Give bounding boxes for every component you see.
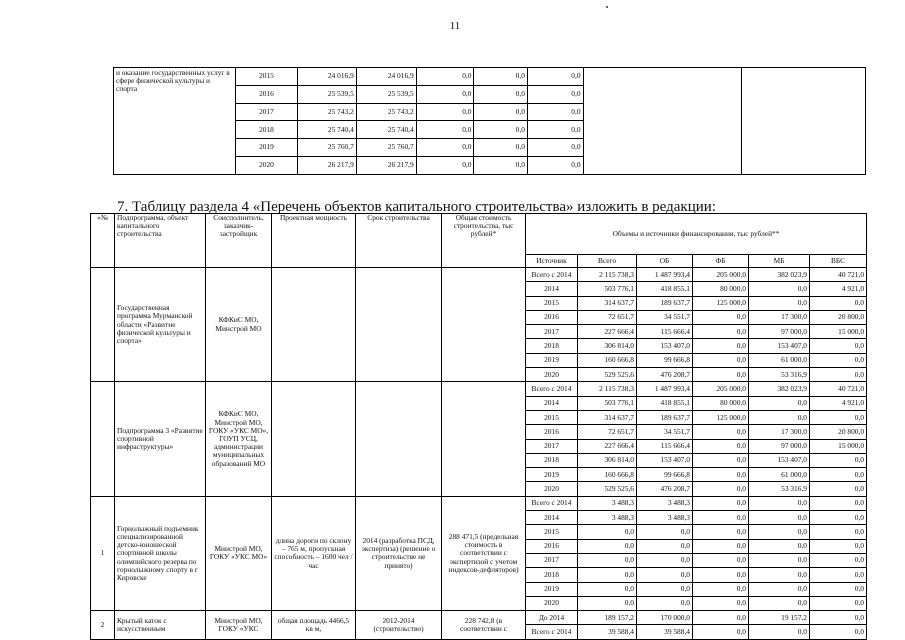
header-total: Всего: [578, 255, 637, 268]
source-cell: 2019: [526, 582, 578, 596]
section-heading: 7. Таблицу раздела 4 «Перечень объектов капитального строительства» изложить в редакции:: [117, 199, 716, 215]
object-cost: 288 471,5 (предельная стоимость в соответствии с экспертизой с учетом индексов-дефляторов): [442, 496, 526, 610]
amount-cell: 1 487 993,4: [637, 268, 693, 282]
value-cell: 0,0: [474, 156, 527, 174]
object-cost: 228 742,8 (в соответствии с: [442, 611, 526, 640]
amount-cell: 0,0: [749, 511, 810, 525]
object-name: Крытый каток с искусственным: [115, 611, 206, 640]
amount-cell: 0,0: [749, 282, 810, 296]
amount-cell: 0,0: [693, 325, 749, 339]
table-row: [91, 496, 867, 510]
value-cell: 0,0: [527, 156, 583, 174]
amount-cell: 0,0: [578, 568, 637, 582]
amount-cell: 227 666,4: [578, 325, 637, 339]
amount-cell: 0,0: [578, 582, 637, 596]
amount-cell: 72 651,7: [578, 425, 637, 439]
capital-construction-table-body: [91, 214, 867, 640]
amount-cell: 0,0: [749, 553, 810, 567]
amount-cell: 382 023,9: [749, 268, 810, 282]
amount-cell: 0,0: [637, 596, 693, 610]
amount-cell: 97 000,0: [749, 439, 810, 453]
blank-cell-b: [741, 68, 865, 175]
value-cell: 0,0: [416, 85, 474, 103]
amount-cell: 53 316,9: [749, 368, 810, 382]
year-cell: 2019: [235, 139, 297, 157]
amount-cell: 0,0: [578, 525, 637, 539]
source-cell: Всего с 2014: [526, 625, 578, 639]
header-capacity: Проектная мощность: [272, 214, 356, 268]
source-cell: 2018: [526, 453, 578, 467]
amount-cell: 0,0: [693, 582, 749, 596]
amount-cell: 0,0: [693, 368, 749, 382]
source-cell: 2017: [526, 439, 578, 453]
amount-cell: 34 551,7: [637, 425, 693, 439]
amount-cell: 0,0: [810, 582, 867, 596]
source-cell: 2019: [526, 353, 578, 367]
header-ob: ОБ: [637, 255, 693, 268]
amount-cell: 205 000,0: [693, 268, 749, 282]
source-cell: Всего с 2014: [526, 496, 578, 510]
amount-cell: 0,0: [578, 553, 637, 567]
amount-cell: 0,0: [749, 296, 810, 310]
value-cell: 24 016,9: [297, 68, 356, 86]
header-executor: Соисполнитель, заказчик-застройщик: [206, 214, 272, 268]
object-term: 2012-2014 (строительство): [356, 611, 442, 640]
amount-cell: 0,0: [749, 539, 810, 553]
amount-cell: 0,0: [693, 468, 749, 482]
amount-cell: 125 000,0: [693, 410, 749, 424]
source-cell: 2017: [526, 553, 578, 567]
object-executor: КФКиС МО, Минстрой МО: [206, 268, 272, 382]
value-cell: 0,0: [527, 139, 583, 157]
value-cell: 0,0: [474, 68, 527, 86]
amount-cell: 80 000,0: [693, 282, 749, 296]
amount-cell: 99 666,8: [637, 468, 693, 482]
table-row: [91, 268, 867, 282]
service-label: и оказание государственных услуг в сфере физической культуры и спорта: [114, 68, 236, 175]
amount-cell: 15 000,0: [810, 325, 867, 339]
value-cell: 0,0: [527, 85, 583, 103]
source-cell: Всего с 2014: [526, 382, 578, 396]
header-fb: ФБ: [693, 255, 749, 268]
value-cell: 0,0: [527, 121, 583, 139]
amount-cell: 61 000,0: [749, 468, 810, 482]
amount-cell: 0,0: [749, 596, 810, 610]
table-row: [114, 68, 866, 86]
amount-cell: 17 300,0: [749, 425, 810, 439]
object-cost: [442, 382, 526, 496]
value-cell: 0,0: [474, 103, 527, 121]
amount-cell: 0,0: [693, 525, 749, 539]
value-cell: 0,0: [416, 139, 474, 157]
amount-cell: 418 855,1: [637, 282, 693, 296]
source-cell: 2016: [526, 539, 578, 553]
source-cell: 2015: [526, 296, 578, 310]
amount-cell: 125 000,0: [693, 296, 749, 310]
year-cell: 2020: [235, 156, 297, 174]
amount-cell: 0,0: [810, 339, 867, 353]
capital-construction-table: [90, 213, 867, 640]
amount-cell: 15 000,0: [810, 439, 867, 453]
amount-cell: 40 721,0: [810, 268, 867, 282]
amount-cell: 4 921,0: [810, 282, 867, 296]
table-row: [91, 611, 867, 625]
amount-cell: 0,0: [810, 368, 867, 382]
source-cell: 2018: [526, 568, 578, 582]
value-cell: 24 016,9: [356, 68, 416, 86]
continuation-table: [113, 67, 866, 175]
amount-cell: 0,0: [693, 553, 749, 567]
amount-cell: 0,0: [810, 525, 867, 539]
amount-cell: 2 115 738,3: [578, 268, 637, 282]
amount-cell: 20 800,0: [810, 310, 867, 324]
amount-cell: 0,0: [749, 582, 810, 596]
value-cell: 26 217,9: [297, 156, 356, 174]
source-cell: 2016: [526, 425, 578, 439]
amount-cell: 227 666,4: [578, 439, 637, 453]
object-term: [356, 268, 442, 382]
blank-cell-a: [583, 68, 741, 175]
amount-cell: 80 000,0: [693, 396, 749, 410]
value-cell: 0,0: [474, 139, 527, 157]
object-name: Государственная программа Мурманской области «Развитие физической культуры и спорта»: [115, 268, 206, 382]
amount-cell: 34 551,7: [637, 310, 693, 324]
amount-cell: 0,0: [810, 353, 867, 367]
amount-cell: 0,0: [749, 410, 810, 424]
amount-cell: 0,0: [693, 425, 749, 439]
amount-cell: 115 666,4: [637, 325, 693, 339]
amount-cell: 0,0: [810, 539, 867, 553]
object-name: Подпрограмма 3 «Развитие спортивной инфраструктуры»: [115, 382, 206, 496]
amount-cell: 97 000,0: [749, 325, 810, 339]
value-cell: 26 217,9: [356, 156, 416, 174]
amount-cell: 3 488,3: [578, 511, 637, 525]
source-cell: Всего с 2014: [526, 268, 578, 282]
amount-cell: 0,0: [749, 496, 810, 510]
table-header-row: [91, 214, 867, 255]
amount-cell: 0,0: [693, 511, 749, 525]
amount-cell: 153 407,0: [637, 453, 693, 467]
object-executor: КФКиС МО, Минстрой МО, ГОКУ «УКС МО», ГОУП УСЦ, администрации муниципальных образований МО: [206, 382, 272, 496]
object-cost: [442, 268, 526, 382]
header-funding: Объемы и источники финансирования, тыс рублей**: [526, 214, 867, 255]
year-cell: 2017: [235, 103, 297, 121]
amount-cell: 205 000,0: [693, 382, 749, 396]
amount-cell: 0,0: [693, 439, 749, 453]
amount-cell: 3 488,3: [578, 496, 637, 510]
amount-cell: 0,0: [693, 353, 749, 367]
object-term: [356, 382, 442, 496]
header-num: «№: [91, 214, 115, 268]
amount-cell: 39 588,4: [637, 625, 693, 639]
amount-cell: 189 637,7: [637, 296, 693, 310]
amount-cell: 19 157,2: [749, 611, 810, 625]
amount-cell: 0,0: [693, 482, 749, 496]
amount-cell: 0,0: [749, 568, 810, 582]
amount-cell: 0,0: [637, 582, 693, 596]
object-capacity: общая площадь 4466,5 кв м,: [272, 611, 356, 640]
source-cell: 2015: [526, 410, 578, 424]
amount-cell: 529 525,6: [578, 368, 637, 382]
amount-cell: 0,0: [810, 568, 867, 582]
amount-cell: 503 776,1: [578, 396, 637, 410]
scan-speck: [606, 6, 608, 8]
source-cell: 2017: [526, 325, 578, 339]
object-capacity: длина дороги по склону – 765 м, пропускная способность – 1600 чел /час: [272, 496, 356, 610]
amount-cell: 0,0: [578, 596, 637, 610]
page-number: 11: [449, 20, 461, 32]
amount-cell: 72 651,7: [578, 310, 637, 324]
amount-cell: 0,0: [749, 625, 810, 639]
header-source: Источник: [526, 255, 578, 268]
amount-cell: 0,0: [693, 339, 749, 353]
amount-cell: 153 407,0: [749, 339, 810, 353]
amount-cell: 39 588,4: [578, 625, 637, 639]
amount-cell: 53 316,9: [749, 482, 810, 496]
amount-cell: 0,0: [810, 410, 867, 424]
amount-cell: 20 800,0: [810, 425, 867, 439]
header-mb: МБ: [749, 255, 810, 268]
amount-cell: 0,0: [693, 496, 749, 510]
amount-cell: 0,0: [637, 539, 693, 553]
amount-cell: 61 000,0: [749, 353, 810, 367]
amount-cell: 0,0: [810, 553, 867, 567]
amount-cell: 115 666,4: [637, 439, 693, 453]
amount-cell: 0,0: [749, 525, 810, 539]
value-cell: 25 539,5: [297, 85, 356, 103]
amount-cell: 40 721,0: [810, 382, 867, 396]
value-cell: 25 760,7: [356, 139, 416, 157]
amount-cell: 0,0: [810, 482, 867, 496]
source-cell: До 2014: [526, 611, 578, 625]
amount-cell: 99 666,8: [637, 353, 693, 367]
amount-cell: 0,0: [810, 296, 867, 310]
amount-cell: 306 814,0: [578, 339, 637, 353]
source-cell: 2016: [526, 310, 578, 324]
source-cell: 2020: [526, 596, 578, 610]
amount-cell: 476 208,7: [637, 368, 693, 382]
source-cell: 2019: [526, 468, 578, 482]
amount-cell: 314 637,7: [578, 410, 637, 424]
amount-cell: 3 488,3: [637, 511, 693, 525]
amount-cell: 0,0: [810, 625, 867, 639]
source-cell: 2020: [526, 482, 578, 496]
amount-cell: 3 488,3: [637, 496, 693, 510]
value-cell: 0,0: [416, 103, 474, 121]
amount-cell: 306 814,0: [578, 453, 637, 467]
header-cost: Общая стоимость строительства, тыс рублей*: [442, 214, 526, 268]
header-object: Подпрограмма, объект капитального строительства: [115, 214, 206, 268]
object-capacity: [272, 268, 356, 382]
amount-cell: 0,0: [693, 453, 749, 467]
amount-cell: 314 637,7: [578, 296, 637, 310]
amount-cell: 0,0: [637, 568, 693, 582]
continuation-table-body: [114, 68, 866, 175]
value-cell: 0,0: [527, 68, 583, 86]
year-cell: 2015: [235, 68, 297, 86]
amount-cell: 4 921,0: [810, 396, 867, 410]
value-cell: 0,0: [416, 68, 474, 86]
amount-cell: 170 000,0: [637, 611, 693, 625]
amount-cell: 0,0: [578, 539, 637, 553]
year-cell: 2018: [235, 121, 297, 139]
amount-cell: 0,0: [749, 396, 810, 410]
object-number: 1: [91, 496, 115, 610]
amount-cell: 0,0: [810, 453, 867, 467]
object-number: [91, 382, 115, 496]
amount-cell: 0,0: [693, 310, 749, 324]
value-cell: 25 743,2: [356, 103, 416, 121]
amount-cell: 153 407,0: [749, 453, 810, 467]
source-cell: 2015: [526, 525, 578, 539]
amount-cell: 529 525,6: [578, 482, 637, 496]
object-term: 2014 (разработка ПСД, экспертиза) (решение о строительстве не принято): [356, 496, 442, 610]
year-cell: 2016: [235, 85, 297, 103]
amount-cell: 0,0: [693, 568, 749, 582]
amount-cell: 0,0: [810, 511, 867, 525]
amount-cell: 189 157,2: [578, 611, 637, 625]
amount-cell: 0,0: [693, 625, 749, 639]
amount-cell: 0,0: [693, 539, 749, 553]
object-name: Горнолыжный подъемник специализированной детско-юношеской спортивной школы олимпийского резерва по горнолыжному спорту в г Кировске: [115, 496, 206, 610]
amount-cell: 503 776,1: [578, 282, 637, 296]
amount-cell: 382 023,9: [749, 382, 810, 396]
object-number: 2: [91, 611, 115, 640]
amount-cell: 476 208,7: [637, 482, 693, 496]
amount-cell: 418 855,1: [637, 396, 693, 410]
source-cell: 2018: [526, 339, 578, 353]
header-vbs: ВБС: [810, 255, 867, 268]
value-cell: 25 539,5: [356, 85, 416, 103]
table-row: [91, 382, 867, 396]
amount-cell: 17 300,0: [749, 310, 810, 324]
object-executor: Минстрой МО, ГОКУ «УКС: [206, 611, 272, 640]
header-term: Срок строительства: [356, 214, 442, 268]
value-cell: 0,0: [416, 156, 474, 174]
value-cell: 25 743,2: [297, 103, 356, 121]
amount-cell: 189 637,7: [637, 410, 693, 424]
amount-cell: 2 115 738,3: [578, 382, 637, 396]
object-number: [91, 268, 115, 382]
amount-cell: 0,0: [693, 596, 749, 610]
object-capacity: [272, 382, 356, 496]
amount-cell: 0,0: [637, 525, 693, 539]
source-cell: 2020: [526, 368, 578, 382]
value-cell: 0,0: [474, 121, 527, 139]
amount-cell: 0,0: [810, 611, 867, 625]
source-cell: 2014: [526, 511, 578, 525]
amount-cell: 160 666,8: [578, 468, 637, 482]
value-cell: 0,0: [416, 121, 474, 139]
amount-cell: 153 407,0: [637, 339, 693, 353]
source-cell: 2014: [526, 396, 578, 410]
value-cell: 0,0: [527, 103, 583, 121]
value-cell: 25 740,4: [356, 121, 416, 139]
source-cell: 2014: [526, 282, 578, 296]
amount-cell: 160 666,8: [578, 353, 637, 367]
value-cell: 0,0: [474, 85, 527, 103]
amount-cell: 0,0: [810, 496, 867, 510]
object-executor: Минстрой МО, ГОКУ «УКС МО»: [206, 496, 272, 610]
value-cell: 25 740,4: [297, 121, 356, 139]
value-cell: 25 760,7: [297, 139, 356, 157]
amount-cell: 0,0: [693, 611, 749, 625]
amount-cell: 0,0: [637, 553, 693, 567]
amount-cell: 1 487 993,4: [637, 382, 693, 396]
amount-cell: 0,0: [810, 596, 867, 610]
amount-cell: 0,0: [810, 468, 867, 482]
